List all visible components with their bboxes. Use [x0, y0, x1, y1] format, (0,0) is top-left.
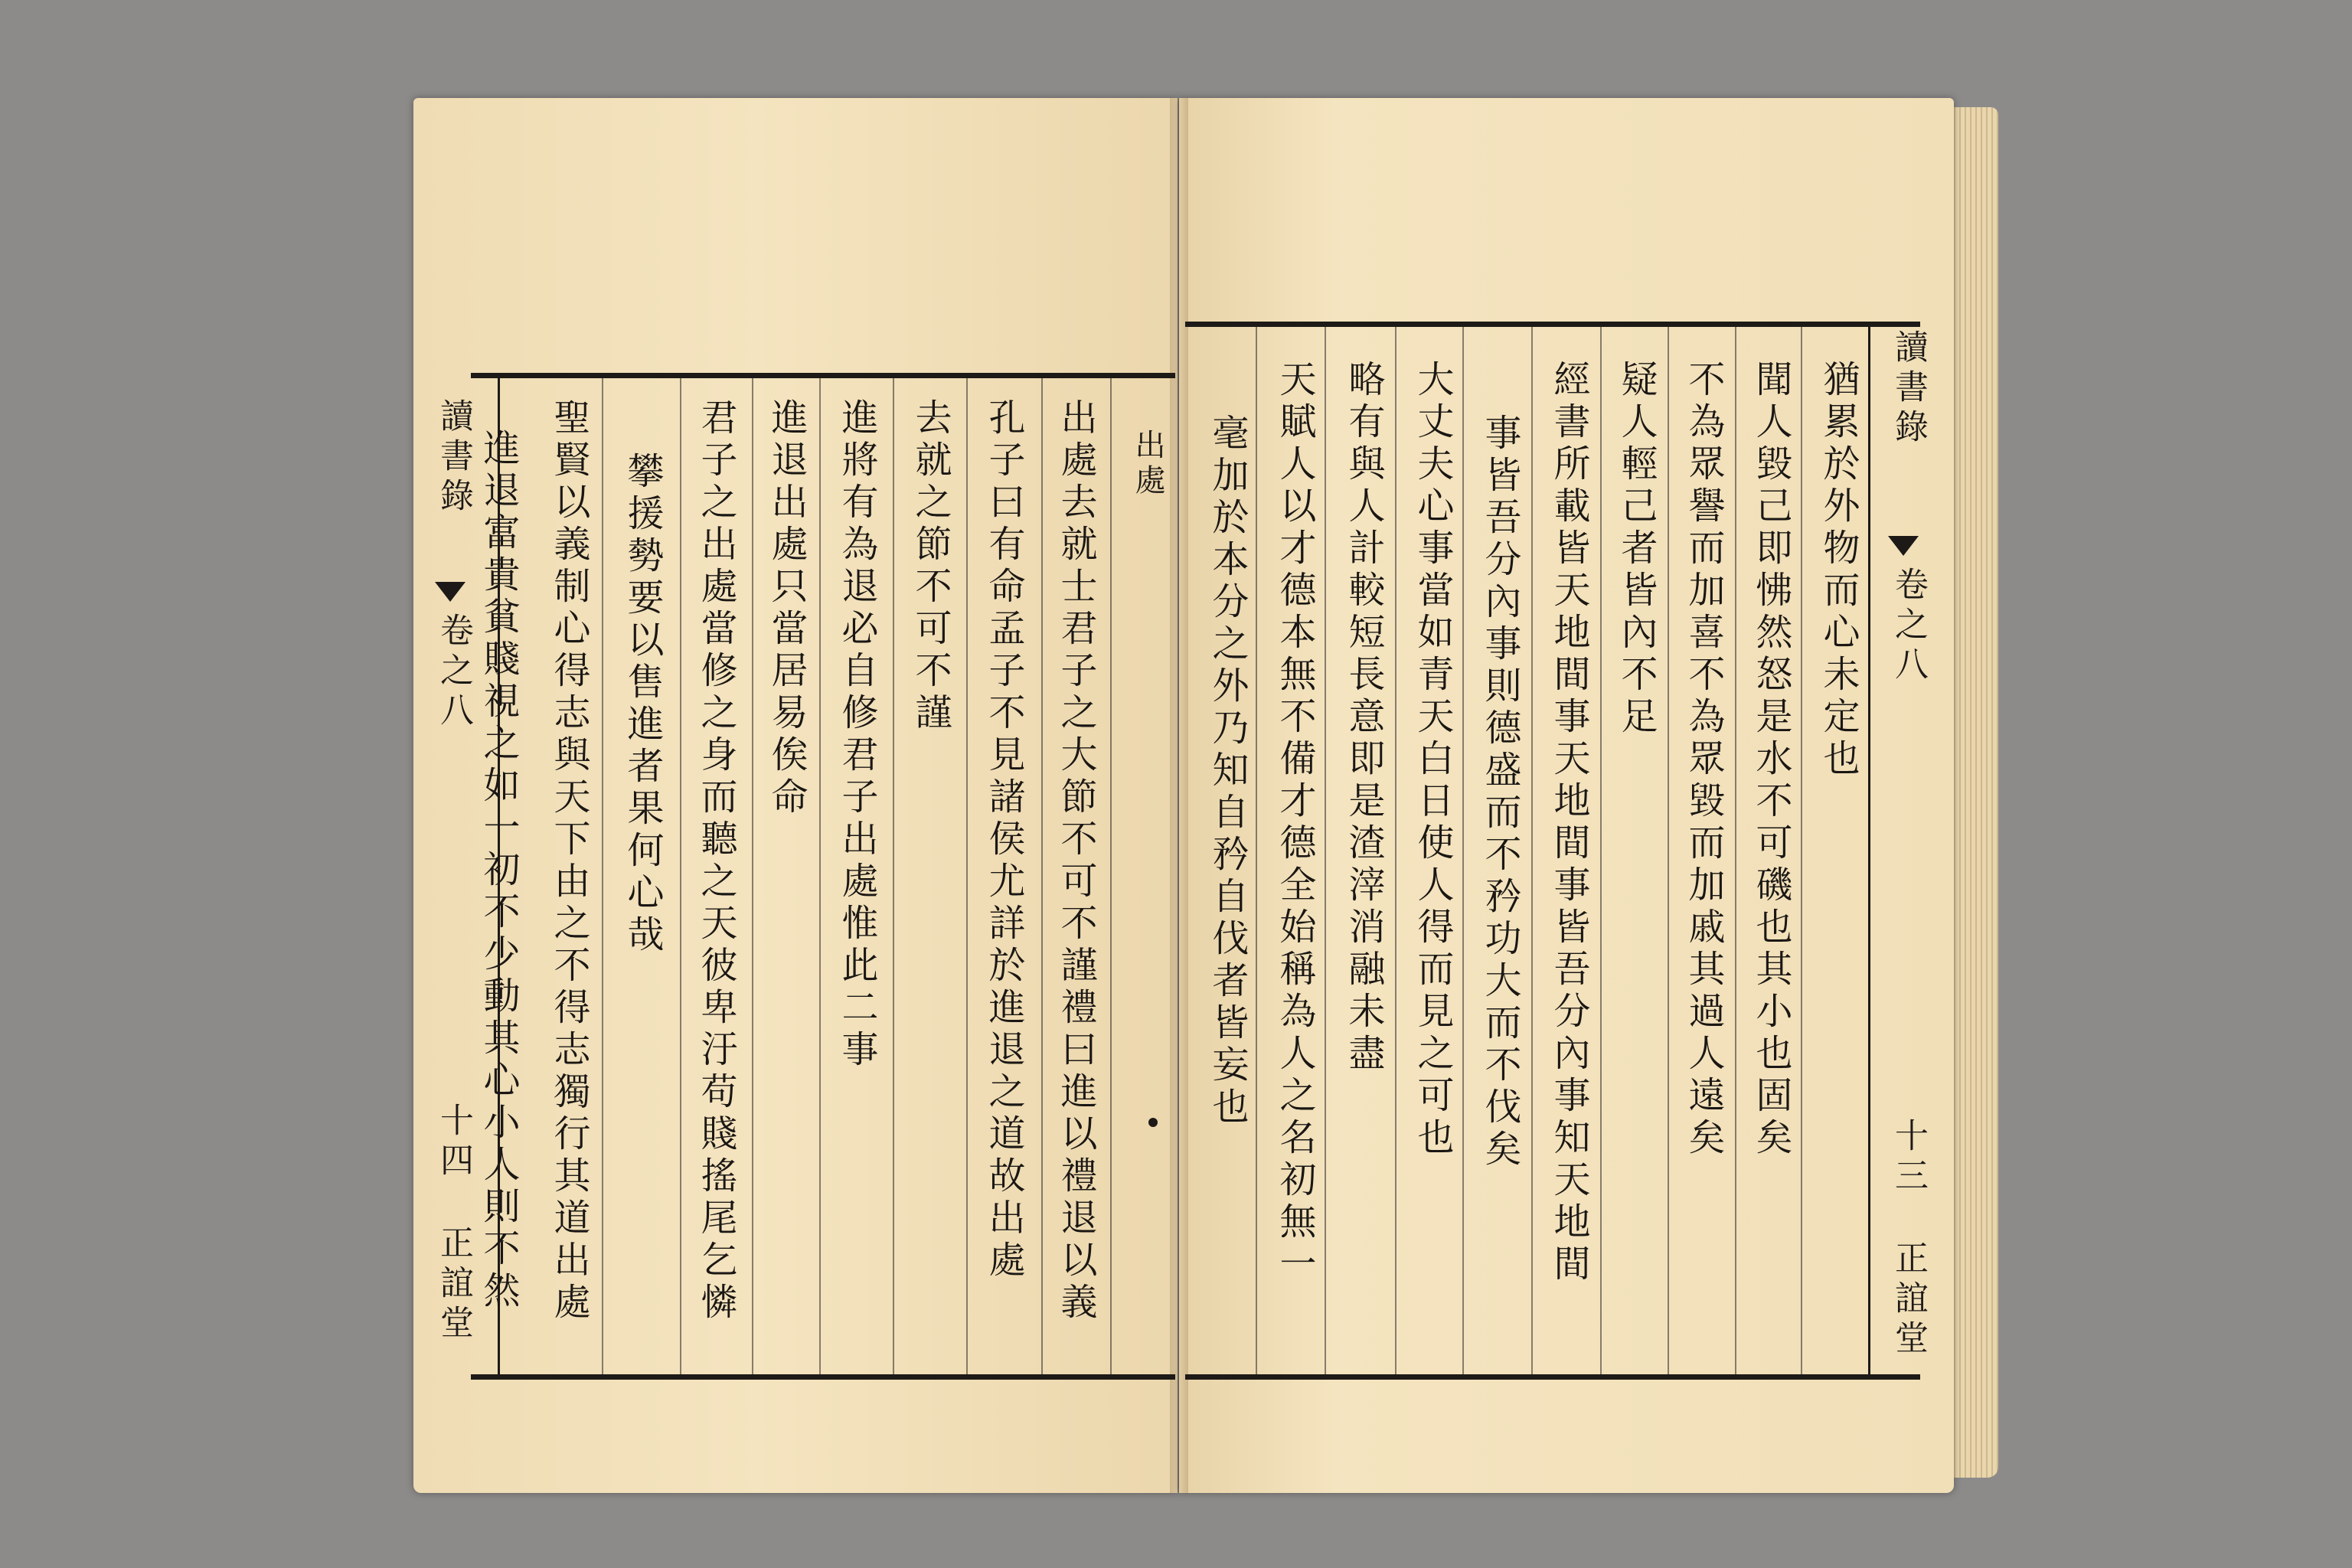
text-column: 攀援勢要以售進者果何心哉 — [621, 452, 664, 957]
column-divider — [1735, 327, 1736, 1374]
column-divider — [680, 378, 681, 1374]
left-bottom-border — [471, 1374, 1175, 1380]
text-column: 略有與人計較短長意即是渣滓消融未盡 — [1342, 360, 1385, 1076]
column-divider — [1600, 327, 1602, 1374]
column-divider — [1256, 327, 1257, 1374]
column-divider — [966, 378, 968, 1374]
column-divider — [1395, 327, 1396, 1374]
text-column: 出處去就士君子之大節不可不謹禮曰進以禮退以義 — [1054, 398, 1097, 1325]
left-center-publisher: 正誼堂 — [434, 1225, 473, 1344]
left-top-border — [471, 373, 1175, 378]
text-column: 進退出處只當居易俟命 — [765, 398, 808, 819]
column-divider — [1531, 327, 1533, 1374]
text-column: 聞人毀己即怫然怒是水不可磯也其小也固矣 — [1749, 360, 1792, 1160]
text-column: 聖賢以義制心得志與天下由之不得志獨行其道出處 — [547, 398, 590, 1325]
punctuation-dot — [1148, 1118, 1158, 1127]
column-divider — [1325, 327, 1326, 1374]
right-bottom-border — [1185, 1374, 1920, 1380]
text-column: 事皆吾分內事則德盛而不矜功大而不伐矣 — [1478, 413, 1521, 1171]
text-column: 孔子曰有命孟子不見諸侯尤詳於進退之道故出處 — [982, 398, 1025, 1282]
text-column: 出處 — [1130, 429, 1165, 499]
column-divider — [602, 378, 603, 1374]
text-column: 經書所載皆天地間事天地間事皆吾分內事知天地間 — [1547, 360, 1590, 1286]
left-center-title: 讀書錄 — [434, 398, 473, 518]
text-column: 不為眾譽而加喜不為眾毀而加戚其過人遠矣 — [1682, 360, 1725, 1160]
text-column: 大丈夫心事當如青天白日使人得而見之可也 — [1411, 360, 1454, 1160]
text-column: 君子之出處當修之身而聽之天彼卑汙苟賤搖尾乞憐 — [694, 398, 737, 1325]
text-column: 進將有為退必自修君子出處惟此二事 — [835, 398, 878, 1072]
column-divider — [1801, 327, 1802, 1374]
column-divider — [1668, 327, 1669, 1374]
right-center-title: 讀書錄 — [1889, 329, 1928, 449]
text-column: 去就之節不可不謹 — [909, 398, 952, 735]
text-column: 天賦人以才德本無不備才德全始稱為人之名初無一 — [1273, 360, 1316, 1286]
text-column: 毫加於本分之外乃知自矜自伐者皆妄也 — [1206, 413, 1249, 1129]
column-divider — [1110, 378, 1112, 1374]
text-column: 疑人輕己者皆內不足 — [1615, 360, 1658, 739]
right-center-strip-line — [1868, 322, 1870, 1380]
column-divider — [1041, 378, 1043, 1374]
right-center-publisher: 正誼堂 — [1889, 1240, 1928, 1360]
left-center-volume: 卷之八 — [434, 612, 473, 732]
right-center-volume: 卷之八 — [1889, 567, 1928, 686]
right-center-page-number: 十三 — [1889, 1118, 1928, 1197]
text-column: 進退富貴貧賤視之如一初不少動其心小人則不然 — [477, 429, 520, 1313]
left-center-page-number: 十四 — [434, 1102, 473, 1182]
column-divider — [893, 378, 894, 1374]
column-divider — [819, 378, 821, 1374]
column-divider — [752, 378, 753, 1374]
text-column: 猶累於外物而心未定也 — [1817, 360, 1860, 781]
book-gutter — [1170, 98, 1188, 1493]
column-divider — [1462, 327, 1464, 1374]
right-top-border — [1185, 322, 1920, 327]
